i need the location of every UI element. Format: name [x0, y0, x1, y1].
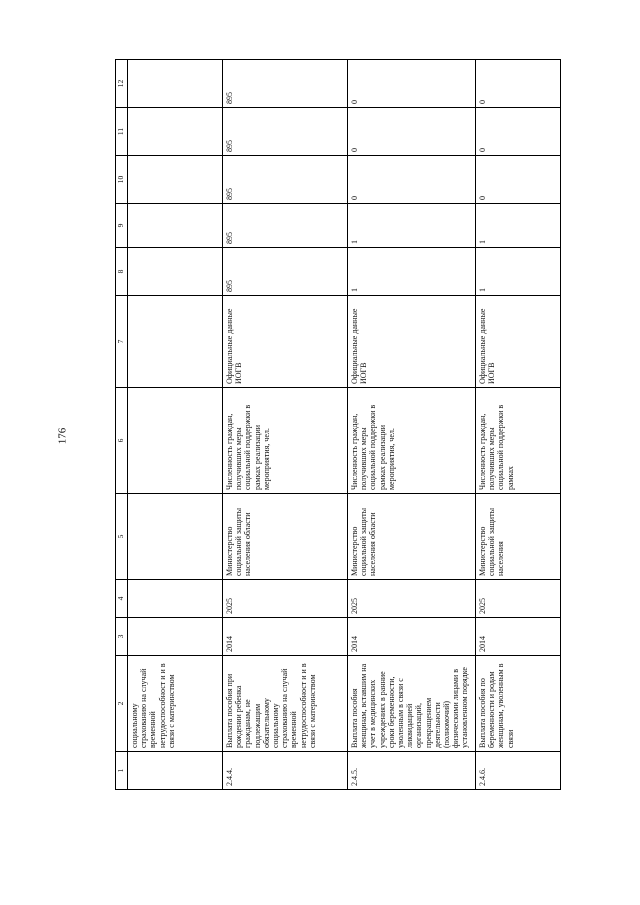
column-number: 5: [116, 494, 128, 580]
cell-executor: Министерство социальной защиты населения области: [223, 494, 348, 580]
table-row: [348, 60, 476, 790]
header-row: [116, 60, 128, 790]
cell-indicator: Численность граждан, получивших меры социальной поддержки в рамках реализации мероприятия, чел.: [348, 388, 476, 494]
cell-number: 2.4.6.: [476, 752, 561, 790]
cell-value: [128, 156, 223, 204]
cell-start-year: 2014: [348, 618, 476, 656]
cell-measure: социальному страхованию на случай временной нетрудоспособност и и в связи с материнством: [128, 656, 223, 752]
table-row: [476, 60, 561, 790]
cell-value: 1: [476, 204, 561, 248]
cell-value: 0: [476, 156, 561, 204]
cell-indicator: Численность граждан, получивших меры социальной поддержки в рамках: [476, 388, 561, 494]
column-number: 3: [116, 618, 128, 656]
cell-start-year: 2014: [476, 618, 561, 656]
cell-source: Официальные данные ИОГВ: [476, 296, 561, 388]
cell-number: [128, 752, 223, 790]
column-number: 10: [116, 156, 128, 204]
column-number: 7: [116, 296, 128, 388]
page-number: 176: [56, 427, 69, 445]
cell-source: Официальные данные ИОГВ: [348, 296, 476, 388]
cell-measure: Выплата пособия женщинам, вставшим на учет в медицинских учреждениях в ранние сроки беременности, уволенным в связи с ликвидацией организаций, прекращением деятельности (полномочий) физическими лицами в установленном порядке: [348, 656, 476, 752]
cell-value: [128, 248, 223, 296]
cell-measure: Выплата пособия при рождении ребенка гражданам, не подлежащим обязательному социальному страхованию на случай временной нетрудоспособност и и в связи с материнством: [223, 656, 348, 752]
column-number: 6: [116, 388, 128, 494]
cell-end-year: 2025: [476, 580, 561, 618]
column-number: 4: [116, 580, 128, 618]
cell-value: [128, 60, 223, 108]
cell-start-year: 2014: [223, 618, 348, 656]
table-row: [223, 60, 348, 790]
cell-value: [128, 108, 223, 156]
cell-indicator: [128, 388, 223, 494]
data-table: [115, 59, 561, 790]
cell-executor: Министерство социальной защиты населения области: [348, 494, 476, 580]
cell-source: [128, 296, 223, 388]
cell-value: [128, 204, 223, 248]
cell-value: 1: [476, 248, 561, 296]
cell-value: 0: [476, 60, 561, 108]
column-number: 2: [116, 656, 128, 752]
cell-executor: Министерство социальной защиты населения: [476, 494, 561, 580]
cell-value: 1: [348, 204, 476, 248]
column-number: 9: [116, 204, 128, 248]
column-number: 12: [116, 60, 128, 108]
cell-value: 0: [348, 60, 476, 108]
cell-end-year: 2025: [223, 580, 348, 618]
cell-executor: [128, 494, 223, 580]
rotated-table-container: [115, 79, 625, 790]
cell-value: 895: [223, 248, 348, 296]
cell-value: 895: [223, 156, 348, 204]
cell-measure: Выплата пособия по беременности и родам женщинам, уволенным в связи: [476, 656, 561, 752]
cell-start-year: [128, 618, 223, 656]
column-number: 8: [116, 248, 128, 296]
table-row: [128, 60, 223, 790]
cell-value: 1: [348, 248, 476, 296]
cell-value: 0: [476, 108, 561, 156]
cell-value: 895: [223, 60, 348, 108]
cell-number: 2.4.5.: [348, 752, 476, 790]
cell-number: 2.4.4.: [223, 752, 348, 790]
cell-source: Официальные данные ИОГВ: [223, 296, 348, 388]
cell-end-year: 2025: [348, 580, 476, 618]
cell-value: 0: [348, 108, 476, 156]
cell-end-year: [128, 580, 223, 618]
column-number: 1: [116, 752, 128, 790]
cell-indicator: Численность граждан, получивших меры социальной поддержки в рамках реализации мероприятия, чел.: [223, 388, 348, 494]
cell-value: 895: [223, 108, 348, 156]
column-number: 11: [116, 108, 128, 156]
cell-value: 0: [348, 156, 476, 204]
cell-value: 895: [223, 204, 348, 248]
